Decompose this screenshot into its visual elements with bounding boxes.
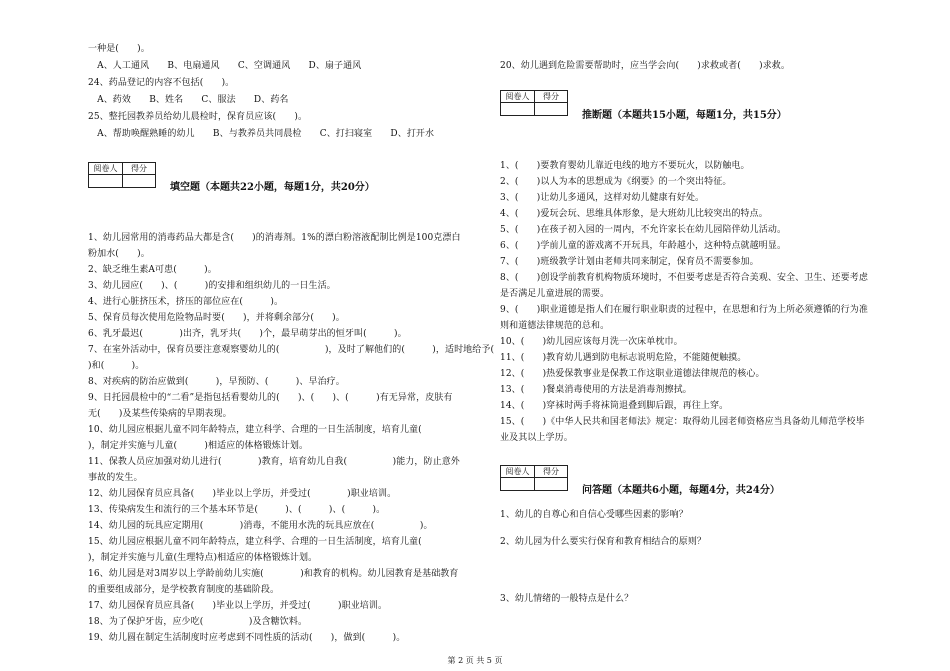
grader-cell: [89, 175, 123, 187]
question-line: 8、对疾病的防治应做到( )，早预防、( )、早治疗。: [88, 377, 345, 387]
grader-label: 阅卷人: [501, 91, 535, 103]
question-line: 18、为了保护牙齿，应少吃( )及含糖饮料。: [88, 617, 308, 627]
question-line: 1、幼儿园常用的消毒药品大都是含( )的消毒剂。1%的漂白粉溶液配制比例是100克漂白: [88, 233, 461, 243]
question-line: 6、( )学前儿童的游戏离不开玩具，年龄越小，这种特点就越明显。: [500, 241, 787, 251]
question-line: 14、幼儿园的玩具应定期用( )消毒，不能用水洗的玩具应放在( )。: [88, 521, 433, 531]
question-line: 3、( )让幼儿多通风，这样对幼儿健康有好处。: [500, 193, 705, 203]
question-line: 无( )及某些传染病的早期表现。: [88, 409, 232, 419]
question-line: 17、幼儿园保育员应具备( )毕业以上学历，并受过( )职业培训。: [88, 601, 388, 611]
question-line: 10、( )幼儿园应该每月洗一次床单枕巾。: [500, 337, 683, 347]
grader-cell: [501, 103, 535, 115]
score-label: 得分: [535, 466, 567, 478]
text-line: A、帮助唤醒熟睡的幼儿 B、与教养员共同晨检 C、打扫寝室 D、打开水: [88, 129, 435, 139]
question-line: 是否满足儿童进展的需要。: [500, 289, 610, 299]
grader-label: 阅卷人: [89, 163, 123, 175]
question-line: 7、在室外活动中，保育员要注意观察婴幼儿的( )，及时了解他们的( )，适时地给予(: [88, 345, 495, 355]
question-line: 10、幼儿园应根据儿童不同年龄特点，建立科学、合理的一日生活制度，培育儿童(: [88, 425, 450, 435]
page-footer: 第 2 页 共 5 页: [447, 656, 503, 665]
question-line: 2、缺乏维生素A可患( )。: [88, 265, 217, 275]
text-line: 一种是( )。: [88, 44, 150, 54]
score-label: 得分: [535, 91, 567, 103]
grader-cell: [501, 478, 535, 490]
question-line: 1、幼儿的自尊心和自信心受哪些因素的影响？: [500, 510, 688, 520]
question-line: 13、( )餐桌消毒使用的方法是消毒剂擦拭。: [500, 385, 692, 395]
text-line: A、人工通风 B、电扇通风 C、空调通风 D、扇子通风: [88, 61, 362, 71]
question-line: 12、( )热爱保教事业是保教工作这职业道德法律规范的核心。: [500, 369, 765, 379]
section-title: 推断题（本题共15小题，每题1分，共15分）: [582, 110, 787, 121]
question-line: 15、幼儿园应根据儿童不同年龄特点，建立科学、合理的一日生活制度，培育儿童(: [88, 537, 450, 547]
question-line: )，制定并实施与儿童(生理特点)相适应的体格锻炼计划。: [88, 553, 318, 563]
question-line: 15、( )《中华人民共和国老师法》规定：取得幼儿园老师资格应当具备幼儿师范学校毕: [500, 417, 865, 427]
question-line: 1、( )要教育婴幼儿靠近电线的地方不要玩火，以防触电。: [500, 161, 750, 171]
question-line: 6、乳牙最迟( )出齐，乳牙共( )个，最早萌芽出的恒牙叫( )。: [88, 329, 407, 339]
question-line: 8、( )创设学前教育机构物质环境时，不但要考虑是否符合美观、安全、卫生、还要考虑: [500, 273, 868, 283]
question-line: 14、( )穿袜时两手将袜筒退叠到脚后跟，再往上穿。: [500, 401, 729, 411]
question-line: 2、幼儿园为什么要实行保育和教育相结合的原则？: [500, 537, 707, 547]
text-line: 20、幼儿遇到危险需要帮助时，应当学会向( )求救或者( )求救。: [500, 61, 790, 71]
question-line: )和( )。: [88, 361, 145, 371]
question-line: 2、( )以人为本的思想成为《纲要》的一个突出特征。: [500, 177, 732, 187]
question-line: 19、幼儿圆在制定生活制度时应考虑到不同性质的活动( )，做到( )。: [88, 633, 406, 643]
score-box: [500, 465, 568, 491]
question-line: 粉加水( )。: [88, 249, 150, 259]
question-line: 12、幼儿园保育员应具备( )毕业以上学历，并受过( )职业培训。: [88, 489, 397, 499]
question-line: )，制定并实施与儿童( )相适应的体格锻炼计划。: [88, 441, 309, 451]
question-line: 9、( )职业道德是指人们在履行职业职责的过程中，在思想和行为上所必须遵循的行为准: [500, 305, 868, 315]
question-line: 3、幼儿情绪的一般特点是什么？: [500, 594, 634, 604]
question-line: 3、幼儿园应( )、( )的安排和组织幼儿的一日生活。: [88, 281, 336, 291]
question-line: 4、( )爱玩会玩、思维具体形象，是大班幼儿比较突出的特点。: [500, 209, 768, 219]
text-line: 25、整托园教养员给幼儿晨检时，保育员应该( )。: [88, 112, 308, 122]
question-line: 4、进行心脏挤压术，挤压的部位应在( )。: [88, 297, 284, 307]
question-line: 11、( )教育幼儿遇到防电标志说明危险，不能随便触摸。: [500, 353, 747, 363]
question-line: 7、( )班级教学计划由老师共同来制定，保育员不需要参加。: [500, 257, 759, 267]
question-line: 业及其以上学历。: [500, 433, 573, 443]
grader-label: 阅卷人: [501, 466, 535, 478]
question-line: 事故的发生。: [88, 473, 143, 483]
question-line: 的重要组成部分，是学校教育制度的基础阶段。: [88, 585, 280, 595]
question-line: 9、日托园晨检中的“二看”是指包括看婴幼儿的( )、( )、( )有无异常，皮肤有: [88, 393, 453, 403]
question-line: 5、( )在孩子初入园的一周内，不允许家长在幼儿园陪伴幼儿活动。: [500, 225, 787, 235]
text-line: 24、药品登记的内容不包括( )。: [88, 78, 235, 88]
question-line: 16、幼儿园是对3周岁以上学龄前幼儿实施( )和教育的机构。幼儿园教育是基础教育: [88, 569, 459, 579]
section-title: 填空题（本题共22小题，每题1分，共20分）: [170, 182, 375, 193]
question-line: 则和道德法律规范的总和。: [500, 321, 610, 331]
section-title: 问答题（本题共6小题，每题4分，共24分）: [582, 485, 780, 496]
score-box: [500, 90, 568, 116]
question-line: 13、传染病发生和流行的三个基本环节是( )、( )、( )。: [88, 505, 386, 515]
question-line: 11、保教人员应加强对幼儿进行( )教育，培育幼儿自我( )能力，防止意外: [88, 457, 460, 467]
text-line: A、药效 B、姓名 C、服法 D、药名: [88, 95, 289, 105]
score-box: [88, 162, 156, 188]
score-label: 得分: [123, 163, 155, 175]
question-line: 5、保育员每次使用危险物品时要( )，并将剩余部分( )。: [88, 313, 345, 323]
